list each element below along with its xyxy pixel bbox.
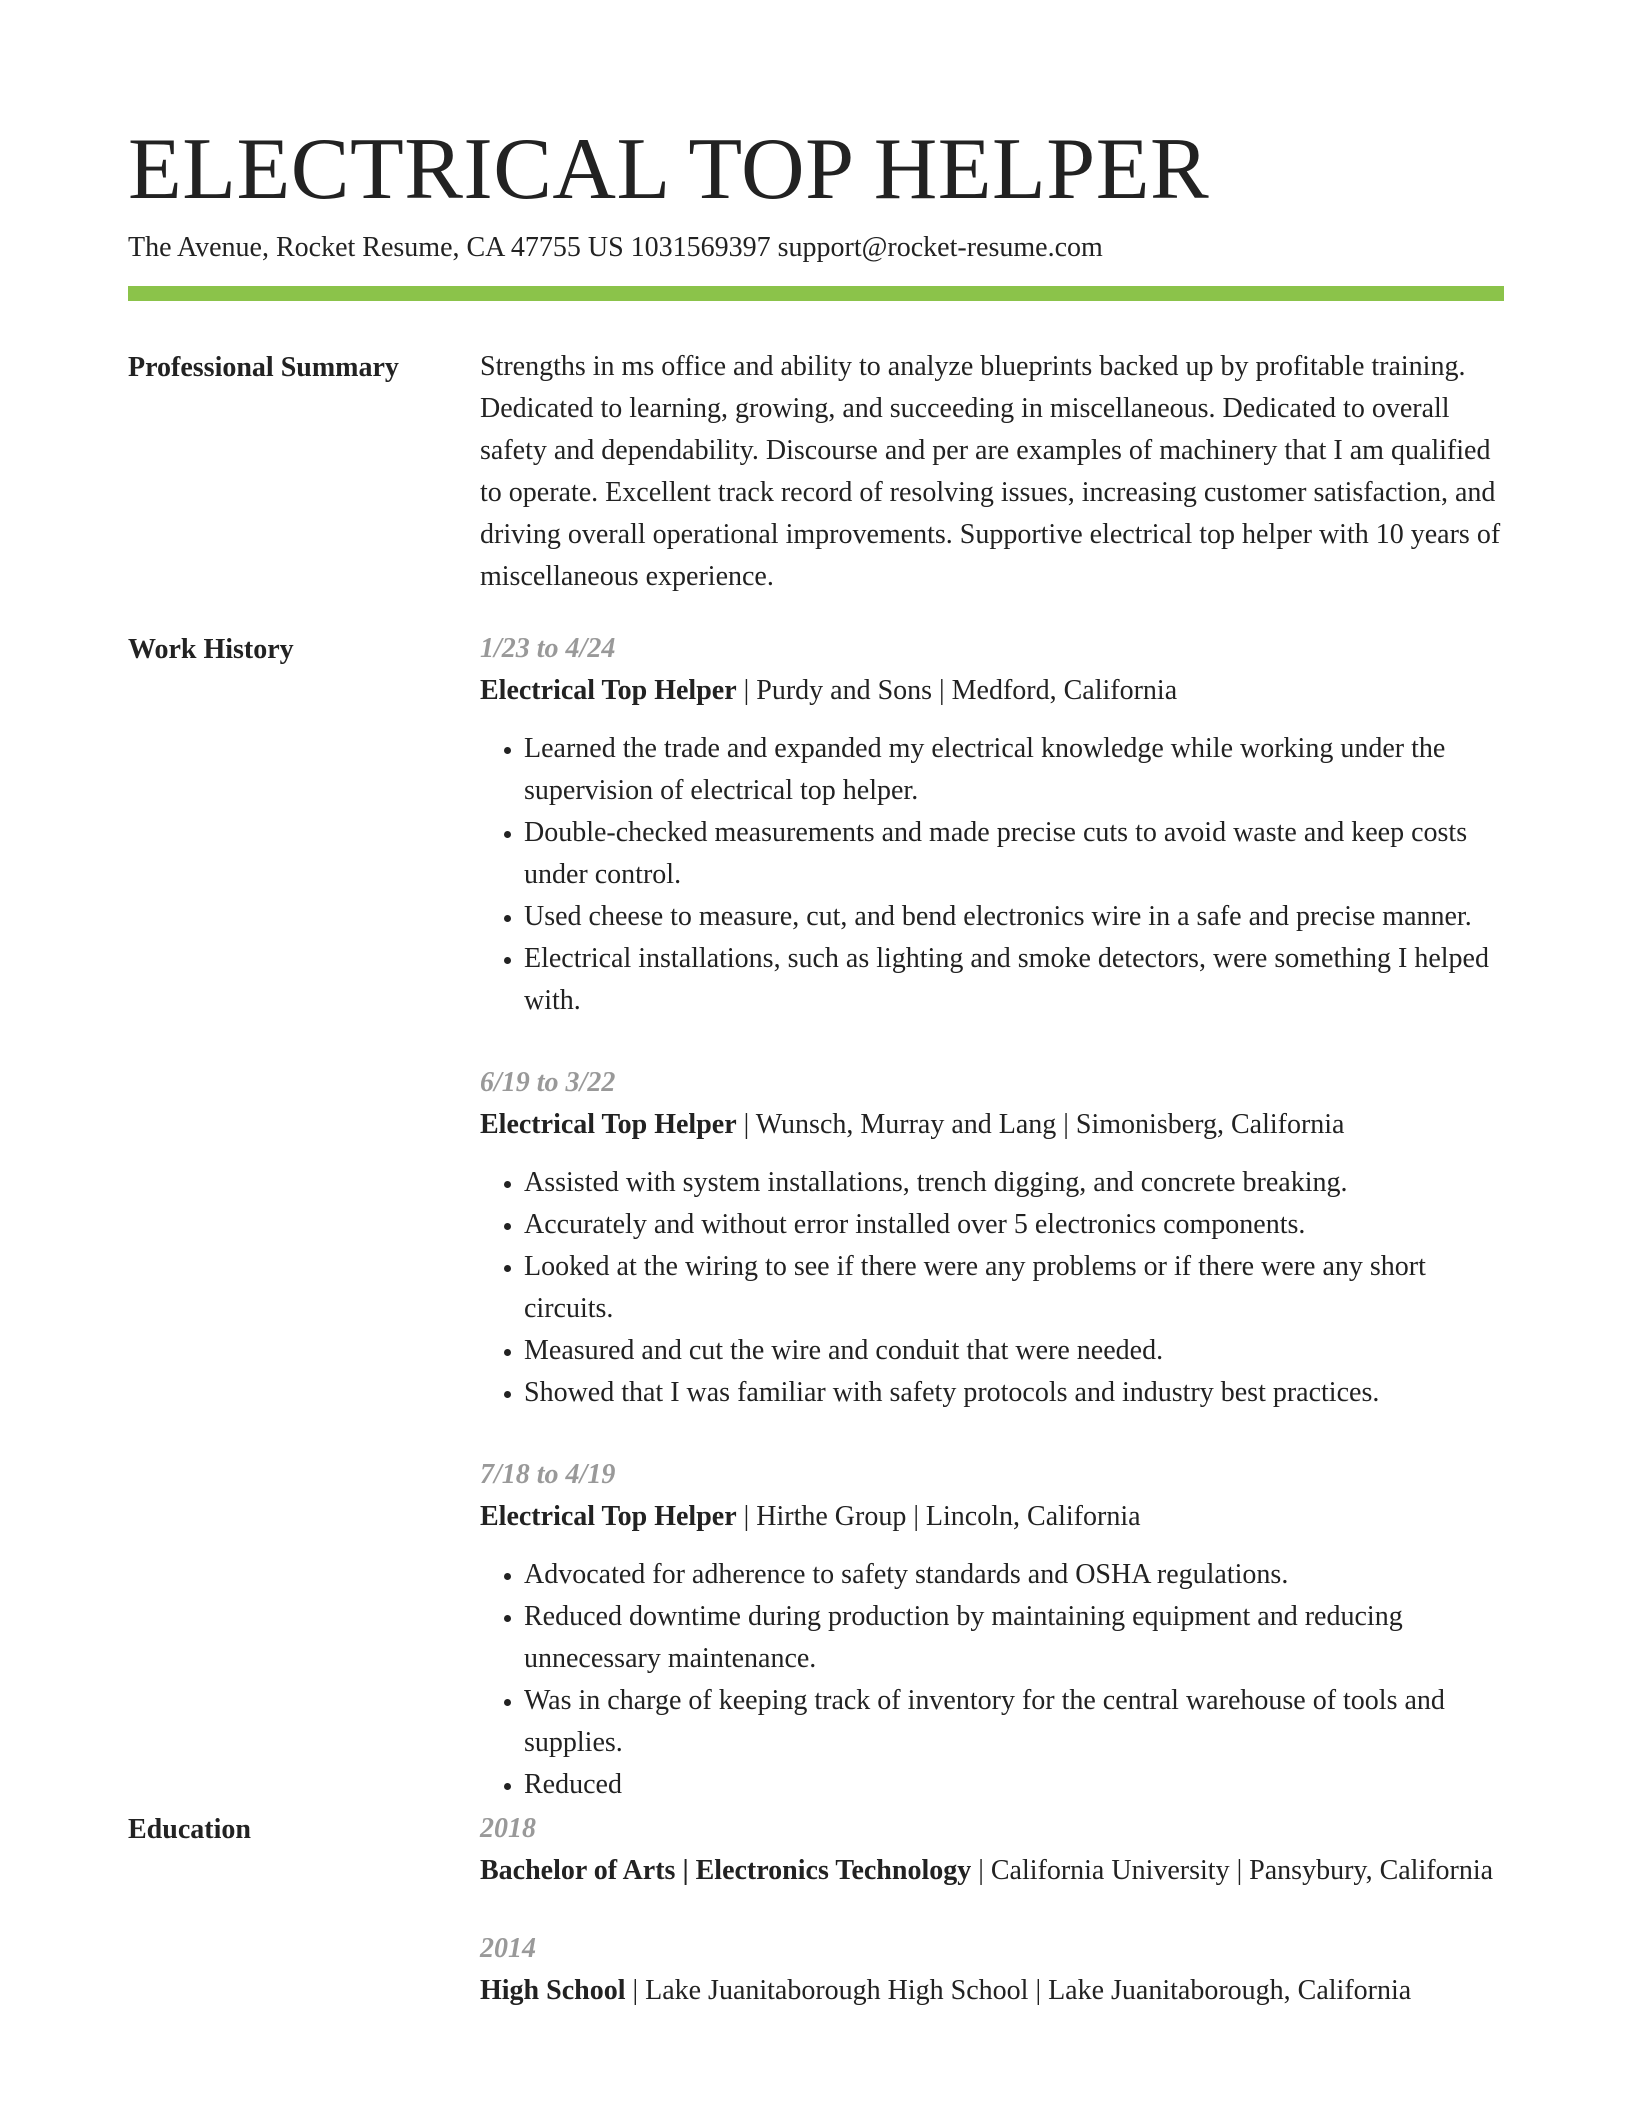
job-bullet: • Learned the trade and expanded my electrical knowledge while working under the supervision of electrical top helper. (524, 728, 1504, 812)
summary-section (480, 346, 1504, 598)
job-details: | Purdy and Sons | Medford, California (736, 675, 1178, 706)
job-title: Electrical Top Helper (480, 1109, 737, 1140)
contact-line: The Avenue, Rocket Resume, CA 47755 US 1031569397 support@rocket-resume.com (128, 232, 1103, 263)
accent-divider (128, 286, 1504, 301)
education-entry (480, 1928, 1504, 2012)
job-entry (480, 1062, 1504, 1414)
job-bullet-list (480, 1162, 1504, 1414)
education-details: | Lake Juanitaborough High School | Lake Juanitaborough, California (625, 1975, 1412, 2006)
education-section (480, 1808, 1504, 2048)
education-year: 2018 (480, 1813, 536, 1844)
job-bullet: • Used cheese to measure, cut, and bend electronics wire in a safe and precise manner. (524, 896, 1504, 938)
education-details: | California University | Pansybury, California (971, 1855, 1494, 1886)
job-title: Electrical Top Helper (480, 1501, 737, 1532)
resume-name: ELECTRICAL TOP HELPER (128, 121, 1210, 218)
job-bullet: • Reduced downtime during production by maintaining equipment and reducing unnecessary maintenance. (524, 1596, 1504, 1680)
job-bullet: • Measured and cut the wire and conduit that were needed. (524, 1330, 1504, 1372)
job-bullet: • Reduced (524, 1764, 1504, 1806)
education-degree: High School (480, 1975, 626, 2006)
education-line (480, 1850, 1504, 1892)
education-degree: Bachelor of Arts | Electronics Technology (480, 1855, 972, 1886)
summary-text: Strengths in ms office and ability to analyze blueprints backed up by profitable training. Dedicated to learning, growing, and succeeding in miscellaneous. Dedicated to overall safety and dependability. Discourse and per are examples of machinery that I am qualified to operate. Excellent track record of resolving issues, increasing customer satisfaction, and driving overall operational improvements. Supportive electrical top helper with 10 years of miscellaneous experience. (480, 351, 1501, 592)
education-label: Education (128, 1814, 251, 1845)
summary-label: Professional Summary (128, 352, 399, 383)
education-line (480, 1970, 1504, 2012)
job-dates: 1/23 to 4/24 (480, 633, 616, 664)
job-bullet: • Double-checked measurements and made precise cuts to avoid waste and keep costs under control. (524, 812, 1504, 896)
job-title: Electrical Top Helper (480, 675, 737, 706)
job-dates: 7/18 to 4/19 (480, 1459, 616, 1490)
job-entry (480, 1454, 1504, 1806)
job-bullet: • Accurately and without error installed over 5 electronics components. (524, 1204, 1504, 1246)
job-bullet: • Assisted with system installations, trench digging, and concrete breaking. (524, 1162, 1504, 1204)
job-entry (480, 628, 1504, 1022)
job-dates: 6/19 to 3/22 (480, 1067, 616, 1098)
job-details: | Hirthe Group | Lincoln, California (736, 1501, 1141, 1532)
job-bullet: • Showed that I was familiar with safety protocols and industry best practices. (524, 1372, 1504, 1414)
job-role-line (480, 670, 1504, 712)
job-bullet-list (480, 1554, 1504, 1806)
job-bullet-list (480, 728, 1504, 1022)
job-details: | Wunsch, Murray and Lang | Simonisberg, California (736, 1109, 1345, 1140)
job-bullet: • Was in charge of keeping track of inventory for the central warehouse of tools and supplies. (524, 1680, 1504, 1764)
education-year: 2014 (480, 1933, 536, 1964)
job-bullet: • Electrical installations, such as lighting and smoke detectors, were something I helped with. (524, 938, 1504, 1022)
education-entry (480, 1808, 1504, 1892)
work-history-section (480, 628, 1504, 1846)
job-bullet: • Advocated for adherence to safety standards and OSHA regulations. (524, 1554, 1504, 1596)
job-bullet: • Looked at the wiring to see if there were any problems or if there were any short circuits. (524, 1246, 1504, 1330)
work-history-label: Work History (128, 634, 294, 665)
job-role-line (480, 1104, 1504, 1146)
job-role-line (480, 1496, 1504, 1538)
